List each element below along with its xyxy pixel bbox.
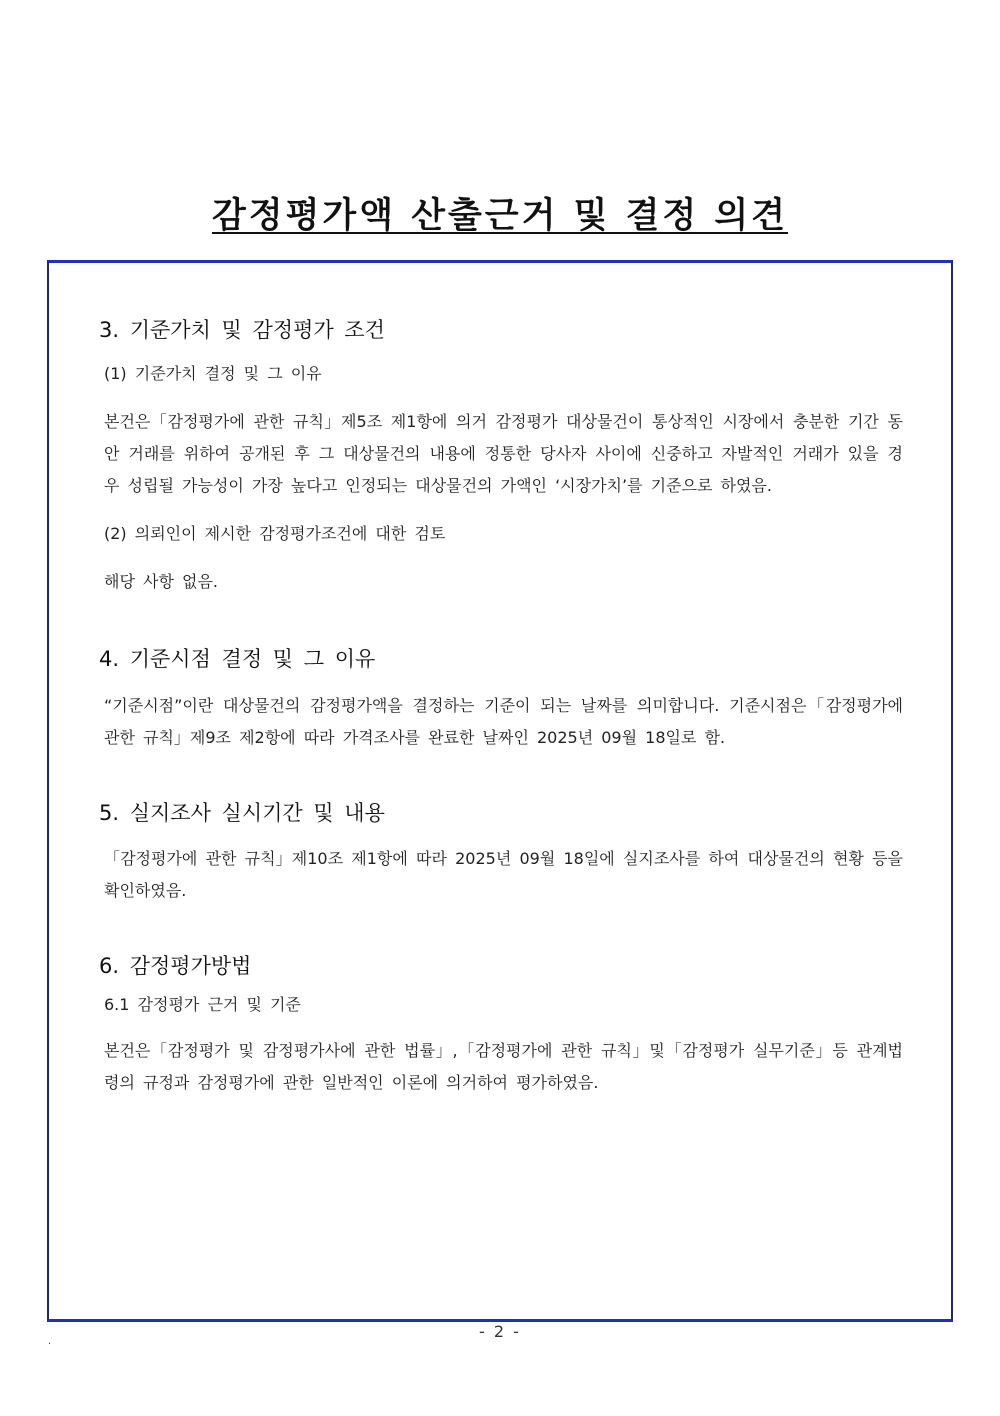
content-body [99, 315, 903, 1099]
corner-mark: . [48, 1336, 52, 1347]
section-6-heading: 6. 감정평가방법 [99, 954, 252, 978]
document-title-text: 감정평가액 산출근거 및 결정 의견 [211, 196, 789, 236]
section-3-1-text: 본건은「감정평가에 관한 규칙」제5조 제1항에 의거 감정평가 대상물건이 통상적인 시장에서 충분한 기간 동안 거래를 위하여 공개된 후 그 대상물건의 내용에 정통한 당사자 사이에 신중하고 자발적인 거래가 있을 경우 성립될 가능성이 가장 높다고 인정되는 대상물건의 가액인 ‘시장가치’를 기준으로 하였음. [104, 412, 903, 495]
document-title [0, 188, 1000, 238]
section-6-1-text: 본건은「감정평가 및 감정평가사에 관한 법률」,「감정평가에 관한 규칙」및「감정평가 실무기준」등 관계법령의 규정과 감정평가에 관한 일반적인 이론에 의거하여 평가하였음. [104, 1041, 903, 1092]
section-5-heading: 5. 실지조사 실시기간 및 내용 [99, 801, 385, 825]
section-3-heading: 3. 기준가치 및 감정평가 조건 [99, 318, 385, 342]
section-3-2-text: 해당 사항 없음. [104, 572, 218, 591]
section-3-1-heading: (1) 기준가치 결정 및 그 이유 [104, 364, 322, 383]
content-frame [47, 260, 953, 1322]
section-5-text: 「감정평가에 관한 규칙」제10조 제1항에 따라 2025년 09월 18일에 실지조사를 하여 대상물건의 현황 등을 확인하였음. [104, 849, 903, 900]
section-3-2-heading: (2) 의뢰인이 제시한 감정평가조건에 대한 검토 [104, 524, 446, 543]
page-number: - 2 - [479, 1322, 521, 1341]
section-4-heading: 4. 기준시점 결정 및 그 이유 [99, 647, 376, 671]
section-4-text: “기준시점”이란 대상물건의 감정평가액을 결정하는 기준이 되는 날짜를 의미합니다. 기준시점은「감정평가에 관한 규칙」제9조 제2항에 따라 가격조사를 완료한 날짜인 2025년 09월 18일로 함. [104, 696, 903, 747]
section-6-1-heading: 6.1 감정평가 근거 및 기준 [104, 995, 301, 1014]
